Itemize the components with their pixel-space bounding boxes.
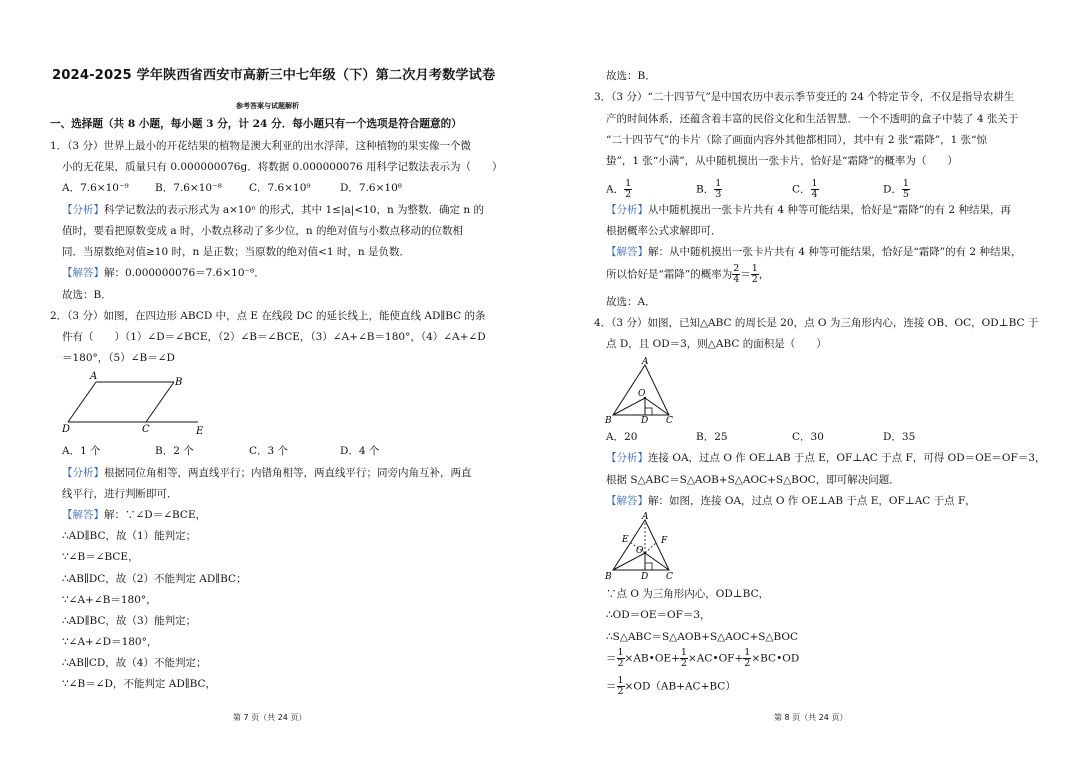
label-d: D [641, 572, 649, 582]
q2-step-2: ∴AD∥BC，故（1）能判定； [62, 530, 197, 542]
label-d: D [62, 424, 71, 435]
analysis-tag: 【分析】 [606, 204, 648, 216]
q4-answer [606, 494, 976, 508]
label-e: E [622, 535, 629, 545]
q4-option-a: A．20 [606, 431, 638, 443]
label-a: A [90, 371, 98, 382]
q2-analysis [62, 466, 472, 480]
segment-of [645, 542, 657, 553]
segment-bc [146, 382, 174, 422]
q3-option-b: B． $\frac{1}{3}$ [696, 178, 722, 200]
q2-step-5: ∵∠A+∠B＝180°， [62, 594, 157, 606]
q2-step-3: ∵∠B＝∠BCE， [62, 551, 139, 563]
q1-option-d: D．7.6×10⁸ [340, 182, 402, 194]
q2-option-d: D．4 个 [340, 445, 380, 457]
q2-answer [62, 508, 206, 522]
q4-figure [602, 355, 682, 427]
q4-step-2: ∴OD＝OE＝OF＝3， [606, 609, 711, 621]
q2-step-7: ∵∠A+∠D＝180°， [62, 636, 158, 648]
label-a: A [642, 357, 649, 367]
page-footer-right: 第 8 页（共 24 页） [774, 713, 848, 722]
label-b: B [605, 416, 612, 426]
q3-answer [606, 245, 1021, 259]
q4-step-5: ＝ $\frac{1}{2}$ ×OD（AB+AC+BC） [606, 675, 736, 697]
q2-choice: 故选：B． [606, 70, 656, 82]
q3-analysis-text1: 从中随机摸出一张卡片共有 4 种等可能结果，恰好是“霜降”的有 2 种结果，再 [648, 204, 1011, 216]
q3-answer-text2: 所以恰好是“霜降”的概率为 [606, 268, 733, 281]
q3-option-d: D． $\frac{1}{5}$ [883, 178, 909, 200]
q3-analysis [606, 203, 1011, 217]
q3-line4: 蛰”，1 张“小满”，从中随机摸出一张卡片，恰好是“霜降”的概率为（ ） [606, 155, 958, 167]
q3-line3: “二十四节气”的卡片（除了画面内容外其他都相同），其中有 2 张“霜降”，1 张“惊 [606, 134, 987, 146]
incenter-point [644, 552, 646, 554]
q2-analysis-text1: 根据同位角相等，两直线平行；内错角相等，两直线平行；同旁内角互补，两直 [104, 467, 472, 479]
q3-answer-text1: 解：从中随机摸出一张卡片共有 4 种等可能结果，恰好是“霜降”的有 2 种结果， [648, 246, 1022, 258]
q2-step-9: ∵∠B＝∠D，不能判定 AD∥BC， [62, 678, 217, 690]
q4-step-4: ＝ $\frac{1}{2}$ ×AB•OE+ $\frac{1}{2}$ ×AC•OF+ $\frac{1}{2}$ ×BC•OD [606, 647, 800, 669]
q4-step-1: ∵点 O 为三角形内心，OD⊥BC， [606, 588, 770, 600]
q2-line3: ＝180°，（5）∠B＝∠D [62, 352, 175, 364]
fraction-2-4: $\frac{2}{4}$ [733, 263, 740, 285]
q2-analysis-text2: 线平行，进行判断即可． [62, 488, 178, 500]
q4-option-b: B．25 [696, 431, 728, 443]
exam-subtitle: 参考答案与试题解析 [236, 102, 299, 110]
analysis-tag: 【分析】 [62, 467, 104, 479]
q4-answer-text1: 解：如图，连接 OA，过点 O 作 OE⊥AB 于点 E，OF⊥AC 于点 F， [648, 495, 976, 507]
q1-choice: 故选：B． [62, 289, 112, 301]
q1-line1: 1．（3 分）世界上最小的开花结果的植物是澳大利亚的出水浮萍，这种植物的果实像一个微 [50, 140, 471, 152]
answer-tag: 【解答】 [606, 495, 648, 507]
segment-ad [68, 382, 96, 422]
page-footer-left: 第 7 页（共 24 页） [233, 713, 307, 722]
q2-step-1: 解：∵∠D＝∠BCE， [104, 509, 207, 521]
q2-figure [60, 370, 220, 438]
answer-tag: 【解答】 [606, 246, 648, 258]
label-f: F [661, 536, 668, 546]
answer-tag: 【解答】 [62, 267, 104, 279]
q3-option-a: A． $\frac{1}{2}$ [606, 178, 632, 200]
fraction-1-2: $\frac{1}{2}$ [751, 263, 758, 285]
label-c: C [666, 416, 673, 426]
label-e: E [196, 426, 204, 437]
analysis-tag: 【分析】 [62, 204, 104, 216]
segment-ob [613, 398, 645, 415]
label-a: A [642, 512, 649, 522]
q2-line1: 2．（3 分）如图，在四边形 ABCD 中，点 E 在线段 DC 的延长线上，能使直线 AD∥BC 的条 [50, 310, 486, 322]
q1-analysis [62, 203, 484, 217]
label-b: B [175, 377, 183, 388]
q4-option-c: C．30 [792, 431, 824, 443]
q1-line2: 小的无花果，质量只有 0.000000076g．将数据 0.000000076 用科学记数法表示为（ ） [62, 161, 503, 173]
q2-step-6: ∴AD∥BC，故（3）能判定； [62, 615, 197, 627]
q1-analysis-text3: 同．当原数绝对值≥10 时，n 是正数；当原数的绝对值<1 时，n 是负数． [62, 246, 411, 258]
q1-answer [62, 266, 265, 280]
q3-options [606, 174, 1036, 200]
q1-option-b: B．7.6×10⁻⁸ [155, 182, 222, 194]
q4-analysis-text1: 连接 OA，过点 O 作 OE⊥AB 于点 E，OF⊥AC 于点 F，可得 OD＝OE＝OF＝3， [648, 452, 1046, 464]
q2-option-a: A．1 个 [62, 445, 101, 457]
label-o: O [636, 546, 644, 556]
q2-step-4: ∴AB∥DC，故（2）不能判定 AD∥BC； [62, 573, 247, 585]
q4-line2: 点 D，且 OD＝3，则△ABC 的面积是（ ） [606, 338, 827, 350]
section-heading: 一、选择题（共 8 小题，每小题 3 分，计 24 分．每小题只有一个选项是符合题意的） [50, 118, 462, 130]
q4-line1: 4．（3 分）如图，已知△ABC 的周长是 20，点 O 为三角形内心，连接 OB、OC，OD⊥BC 于 [594, 317, 1039, 329]
q4-analysis-text2: 根据 S△ABC＝S△AOB+S△AOC+S△BOC，即可解决问题． [606, 474, 900, 486]
q3-line1: 3．（3 分）“二十四节气”是中国农历中表示季节变迁的 24 个特定节令，不仅是指导农耕生 [594, 91, 1015, 103]
q4-solution-figure [602, 512, 682, 584]
q1-option-c: C．7.6×10⁹ [249, 182, 311, 194]
analysis-tag: 【分析】 [606, 452, 648, 464]
q2-line2: 件有（ ）（1）∠D＝∠BCE，（2）∠B＝∠BCE，（3）∠A+∠B＝180°，（4）∠A+∠D [62, 331, 486, 343]
q3-answer-line2: 所以恰好是“霜降”的概率为 $\frac{2}{4}$ ＝ $\frac{1}{2}$ ， [606, 263, 770, 285]
q1-analysis-text2: 值时，要看把原数变成 a 时，小数点移动了多少位，n 的绝对值与小数点移动的位数相 [62, 225, 464, 237]
q4-option-d: D．35 [883, 431, 916, 443]
q3-analysis-text2: 根据概率公式求解即可． [606, 225, 722, 237]
q4-step-3: ∴S△ABC＝S△AOB+S△AOC+S△BOC [606, 631, 799, 643]
right-angle-mark [645, 408, 652, 415]
q3-choice: 故选：A． [606, 296, 656, 308]
q1-analysis-text1: 科学记数法的表示形式为 a×10ⁿ 的形式，其中 1≤|a|<10，n 为整数．确定 n 的 [104, 204, 484, 216]
label-d: D [641, 416, 649, 426]
answer-tag: 【解答】 [62, 509, 104, 521]
q1-answer-text: 解：0.000000076＝7.6×10⁻⁸． [104, 267, 265, 279]
q3-option-c: C． $\frac{1}{4}$ [792, 178, 818, 200]
label-o: O [638, 389, 646, 399]
exam-title: 2024-2025 学年陕西省西安市高新三中七年级（下）第二次月考数学试卷 [52, 68, 496, 83]
q2-option-b: B．2 个 [155, 445, 194, 457]
label-c: C [666, 572, 673, 582]
label-b: B [605, 572, 612, 582]
q4-analysis [606, 451, 1046, 465]
label-c: C [142, 424, 150, 435]
q3-line2: 产的时间体系，还蕴含着丰富的民俗文化和生活智慧．一个不透明的盒子中装了 4 张关于 [606, 113, 1019, 125]
q1-option-a: A．7.6×10⁻⁹ [62, 182, 129, 194]
right-angle-mark [645, 563, 652, 570]
q2-step-8: ∴AB∥CD，故（4）不能判定； [62, 657, 207, 669]
q2-option-c: C．3 个 [249, 445, 289, 457]
